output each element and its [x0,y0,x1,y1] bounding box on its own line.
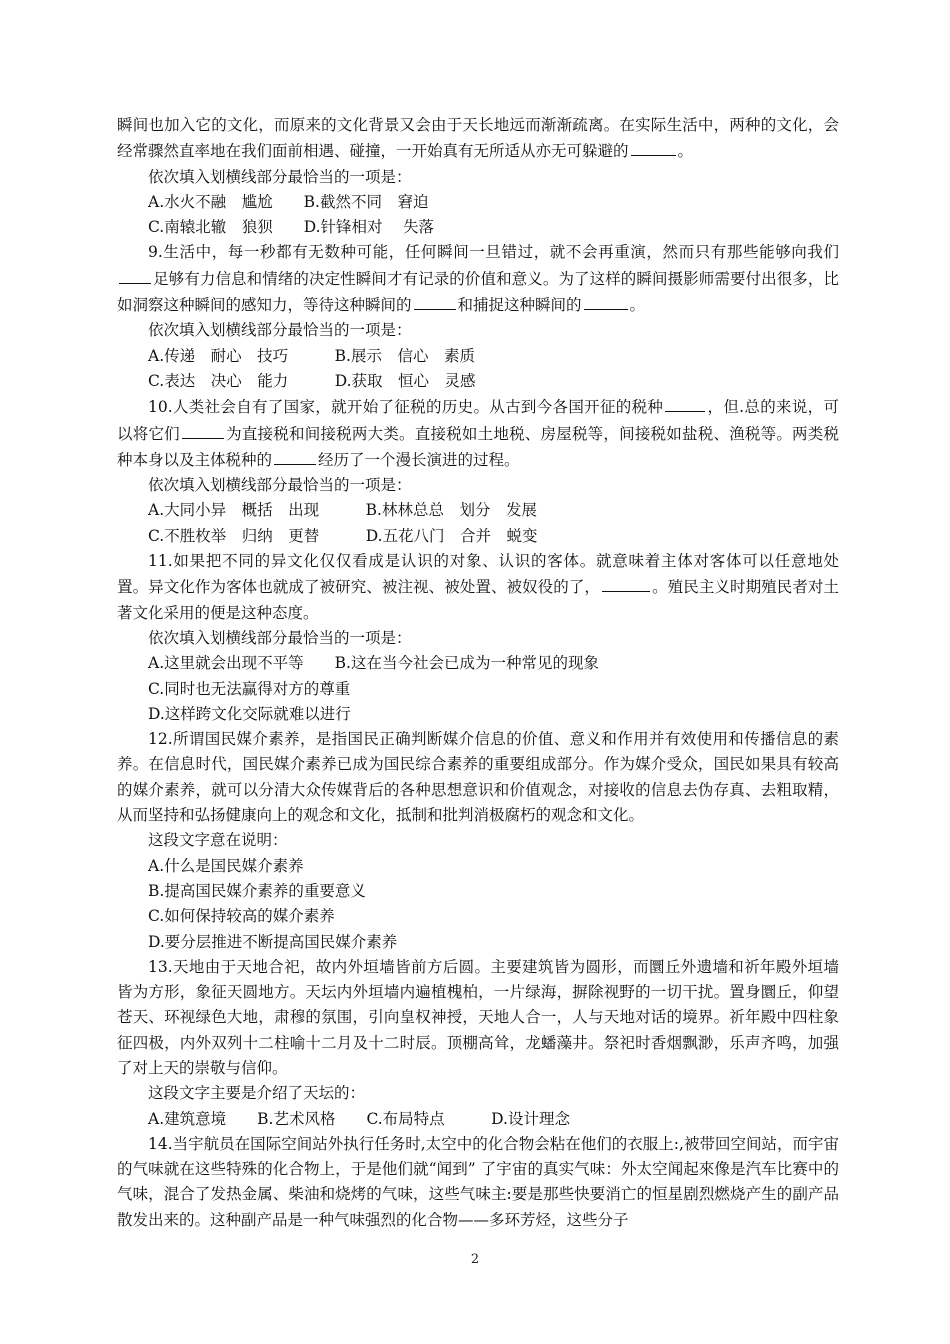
q14-stem: 14.当宇航员在国际空间站外执行任务时,太空中的化合物会粘在他们的衣服上:,被带回空间站，而宇宙的气味就在这些特殊的化合物上，于是他们就“闻到” 了宇宙的真实气味：外太空闻起來像是汽车比赛中的气味，混合了发热金属、柴油和烧烤的气味，这些气味主:要是那些快要消亡的恒星剧烈燃烧产生的副产品散发出来的。这种副产品是一种气味强烈的化合物——多环芳烃，这些分子 [117,1134,839,1229]
q13-prompt: 这段文字主要是介绍了天坛的： [148,1084,366,1103]
document-body [117,113,839,1233]
q8-option-line: C.南辕北辙 狼狈 D.针锋相对 失落 [148,218,434,237]
q9-prompt: 依次填入划横线部分最恰当的一项是： [148,321,412,340]
q9-option-line: A.传递 耐心 技巧 B.展示 信心 素质 [148,346,475,365]
q9-stem: 9.生活中，每一秒都有无数种可能，任何瞬间一旦错过，就不会再重演，然而只有那些能够向我们足够有力信息和情绪的决定性瞬间才有记录的价值和意义。为了这样的瞬间摄影师需要付出很多，比如洞察这种瞬间的感知力，等待这种瞬间的 和捕捉这种瞬间的 。 [117,243,839,315]
q12-option-line: D.要分层推进不断提高国民媒介素养 [148,932,398,951]
q11-prompt: 依次填入划横线部分最恰当的一项是： [148,628,412,647]
q11-option-line: C.同时也无法赢得对方的尊重 [148,679,351,698]
q10-option-line: A.大同小异 概括 出现 B.林林总总 划分 发展 [148,501,537,520]
q12-prompt: 这段文字意在说明： [148,831,288,850]
q11-option-line: D.这样跨文化交际就难以进行 [148,704,351,723]
answer-blank [665,394,705,412]
q10-prompt: 依次填入划横线部分最恰当的一项是： [148,476,412,495]
q10-stem: 10.人类社会自有了国家，就开始了征税的历史。从古到今各国开征的税种 ，但.总的来说，可以将它们 为直接税和间接税两大类。直接税如土地税、房屋税等，间接税如盐税、渔税等。两类税种本身以及主体税种的 经历了一个漫长演进的过程。 [117,394,839,473]
q12-stem: 12.所谓国民媒介素养，是指国民正确判断媒介信息的价值、意义和作用并有效使用和传播信息的素养。在信息时代，国民媒介素养已成为国民综合素养的重要组成部分。作为媒介受众，国民如果具有较高的媒介素养，就可以分清大众传媒背后的各种思想意识和价值观念，对接收的信息去伪存真、去粗取精，从而坚持和弘扬健康向上的观念和文化，抵制和批判消极腐朽的观念和文化。 [117,730,839,825]
q12-option-line: A.什么是国民媒介素养 [148,856,304,875]
q13-option-line: A.建筑意境 B.艺术风格 C.布局特点 D.设计理念 [148,1109,570,1128]
q9-option-line: C.表达 决心 能力 D.获取 恒心 灵感 [148,371,476,390]
q11-stem: 11.如果把不同的异文化仅仅看成是认识的对象、认识的客体。就意味着主体对客体可以任意地处置。异文化作为客体也就成了被研究、被注视、被处置、被奴役的了， 。殖民主义时期殖民者对土著文化采用的便是这种态度。 [117,552,839,622]
q8-option-line: A.水火不融 尴尬 B.截然不同 窘迫 [148,192,429,211]
q11-option-line: A.这里就会出现不平等 B.这在当今社会已成为一种常见的现象 [148,654,599,673]
answer-blank [602,574,650,592]
q12-option-line: B.提高国民媒介素养的重要意义 [148,881,366,900]
answer-blank [584,292,628,310]
q13-stem: 13.天地由于天地合祀，故内外垣墙皆前方后圆。主要建筑皆为圆形，而圜丘外遗墙和祈年殿外垣墙皆为方形，象征天圆地方。天坛内外垣墙内遍植槐柏，一片绿海，摒除视野的一切干扰。置身圜丘，仰望苍天、环视绿色大地，肃穆的氛围，引向皇权神授，天地人合一，人与天地对话的境界。祈年殿中四柱象征四极，内外双列十二柱喻十二月及十二时辰。顶棚高耸，龙蟠藻井。祭祀时香烟飘渺，乐声齐鸣，加强了对上天的崇敬与信仰。 [117,957,839,1077]
answer-blank [119,266,151,284]
q8-continuation: 瞬间也加入它的文化，而原来的文化背景又会由于天长地远而渐渐疏离。在实际生活中，两种的文化，会经常骤然直率地在我们面前相遇、碰撞，一开始真有无所适从亦无可躲避的 。 [117,116,839,161]
q8-prompt: 依次填入划横线部分最恰当的一项是： [148,167,412,186]
answer-blank [631,138,676,156]
q10-option-line: C.不胜枚举 归纳 更替 D.五花八门 合并 蜕变 [148,526,538,545]
answer-blank [182,421,224,439]
answer-blank [414,292,456,310]
answer-blank [274,447,316,465]
q12-option-line: C.如何保持较高的媒介素养 [148,907,335,926]
page-number: 2 [470,1252,480,1267]
